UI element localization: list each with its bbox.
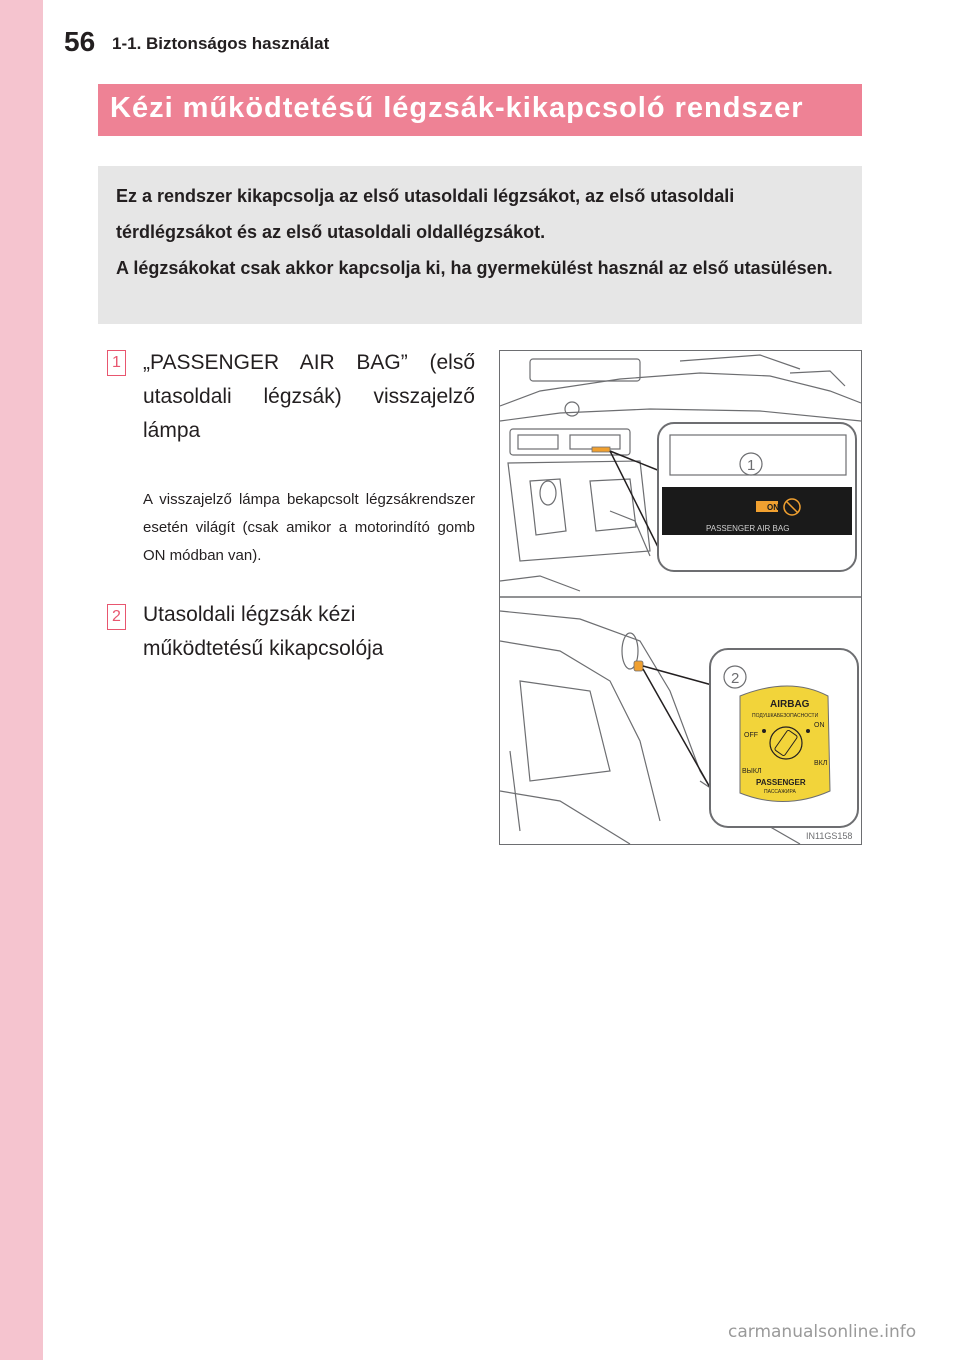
switch-subtitle-text: ПОДУШКАБЕЗОПАСНОСТИ [752,713,819,719]
switch-title-text: AIRBAG [770,699,810,710]
switch-off-ru-text: ВЫКЛ [742,768,762,775]
leader-line-2 [634,661,712,791]
switch-off-text: OFF [744,732,758,739]
callout-1: 1 [747,457,756,474]
callout-2: 2 [731,670,740,687]
item-marker-1: 1 [107,350,126,376]
intro-paragraph-2: A légzsákokat csak akkor kapcsolja ki, ha gyermekülést használ az első utasülésen. [116,258,833,278]
intro-paragraph-1: Ez a rendszer kikapcsolja az első utasoldali légzsákot, az első utasoldali térdlégzsákot és az első utasoldali oldallégzsákot. [116,186,735,242]
figure-code: IN11GS158 [806,831,853,841]
watermark-text: carmanualsonline.info [728,1322,917,1342]
page-number: 56 [64,26,96,57]
item-1-description: A visszajelző lámpa bekapcsolt légzsákrendszer esetén világít (csak amikor a motorindító gomb ON módban van). [143,491,475,564]
indicator-label-text: PASSENGER AIR BAG [706,524,790,533]
indicator-inset [658,423,856,571]
leader-line-1 [592,447,660,551]
section-title: 1-1. Biztonságos használat [112,34,330,53]
item-2-heading: Utasoldali légzsák kézi működtetésű kikapcsolója [143,603,384,660]
airbag-illustration [499,350,862,845]
intro-box [98,166,862,324]
side-color-strip [0,0,43,1360]
switch-passenger-ru-text: ПАССАЖИРА [764,789,796,795]
item-1-heading: „PASSENGER AIR BAG” (első utasoldali légzsák) visszajelző lámpa [143,351,475,442]
switch-on-text: ON [814,722,825,729]
switch-passenger-text: PASSENGER [756,778,806,787]
section-banner: Kézi működtetésű légzsák-kikapcsoló rendszer [98,84,862,136]
indicator-on-text: ON [767,503,779,512]
item-marker-2: 2 [107,604,126,630]
switch-on-ru-text: ВКЛ [814,760,828,767]
